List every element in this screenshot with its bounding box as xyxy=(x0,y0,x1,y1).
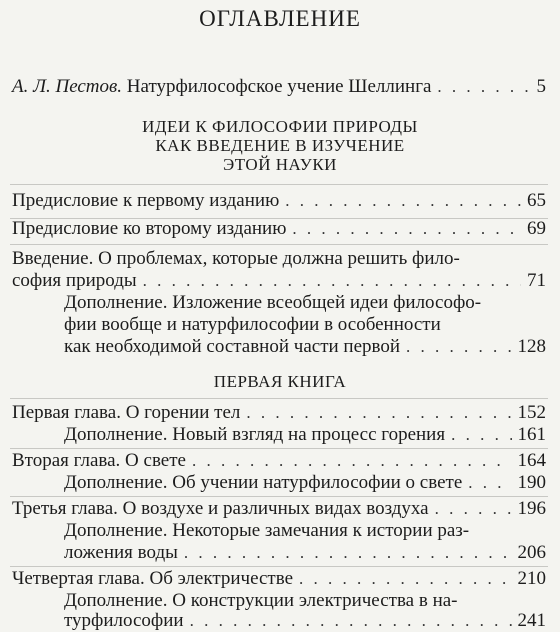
page-number: 69 xyxy=(527,218,546,239)
separator xyxy=(10,566,548,567)
toc-entry[interactable] xyxy=(12,218,546,240)
toc-entry[interactable] xyxy=(12,190,546,212)
leader-dots xyxy=(406,336,511,358)
leader-dots xyxy=(246,402,511,424)
leader-dots xyxy=(192,450,512,472)
toc-entry-text: софия природы xyxy=(12,270,137,291)
page-number: 161 xyxy=(517,424,546,445)
leader-dots xyxy=(437,76,530,98)
separator xyxy=(10,448,548,449)
page-number: 71 xyxy=(527,270,546,291)
separator xyxy=(10,244,548,245)
toc-entry[interactable] xyxy=(12,270,546,292)
page-number: 190 xyxy=(517,472,546,493)
toc-entry-intro[interactable] xyxy=(12,76,546,98)
page-number: 65 xyxy=(527,190,546,211)
toc-entry-text xyxy=(12,76,431,98)
leader-dots xyxy=(292,218,521,240)
section-heading-line: ИДЕИ К ФИЛОСОФИИ ПРИРОДЫ xyxy=(142,117,418,136)
toc-entry[interactable] xyxy=(12,568,546,590)
page-number: 128 xyxy=(517,336,546,357)
leader-dots xyxy=(285,190,521,212)
page-number: 206 xyxy=(517,542,546,563)
leader-dots xyxy=(190,610,512,632)
separator xyxy=(10,398,548,399)
toc-entry-text[interactable]: Дополнение. О конструкции электричества в на- xyxy=(64,590,458,611)
page-number: 5 xyxy=(536,76,546,97)
leader-dots xyxy=(143,270,521,292)
toc-entry[interactable] xyxy=(64,336,546,358)
section-heading: ПЕРВАЯ КНИГА xyxy=(213,372,347,391)
toc-entry[interactable] xyxy=(12,450,546,472)
toc-entry-text: Первая глава. О горении тел xyxy=(12,402,241,423)
leader-dots xyxy=(468,472,511,494)
toc-entry-text: Дополнение. Об учении натурфилософии о свете xyxy=(64,472,463,493)
toc-entry-text: Предисловие к первому изданию xyxy=(12,190,280,211)
toc-entry-text: ложения воды xyxy=(64,542,178,563)
page-number: 210 xyxy=(517,568,546,589)
toc-entry-text: Четвертая глава. Об электричестве xyxy=(12,568,294,589)
page-number: 196 xyxy=(517,498,546,519)
section-heading-line: КАК ВВЕДЕНИЕ В ИЗУЧЕНИЕ xyxy=(155,136,405,155)
toc-entry-text: как необходимой составной части первой xyxy=(64,336,401,357)
author-name: А. Л. Пестов. xyxy=(12,76,123,97)
page-number: 164 xyxy=(517,450,546,471)
toc-entry-text: фии вообще и натурфилософии в особенности xyxy=(64,314,441,335)
toc-entry[interactable] xyxy=(12,498,546,520)
toc-entry[interactable] xyxy=(64,542,546,564)
intro-title: Натурфилософское учение Шеллинга xyxy=(126,76,432,97)
leader-dots xyxy=(451,424,511,446)
page-title: ОГЛАВЛЕНИЕ xyxy=(199,6,361,31)
page-number: 152 xyxy=(517,402,546,423)
toc-entry[interactable] xyxy=(64,424,546,446)
toc-entry-text[interactable]: Дополнение. Некоторые замечания к истории раз- xyxy=(64,520,470,541)
toc-entry-text: Третья глава. О воздухе и различных видах воздуха xyxy=(12,498,429,519)
toc-entry-text: турфилософии xyxy=(64,610,184,631)
separator xyxy=(10,184,548,185)
separator xyxy=(10,496,548,497)
toc-entry-text: Дополнение. Новый взгляд на процесс горения xyxy=(64,424,446,445)
page-number: 241 xyxy=(517,610,546,631)
toc-entry[interactable] xyxy=(64,610,546,632)
toc-entry[interactable] xyxy=(12,402,546,424)
toc-entry-text[interactable]: Введение. О проблемах, которые должна решить фило- xyxy=(12,248,460,269)
section-heading-line: ЭТОЙ НАУКИ xyxy=(223,155,337,174)
toc-entry-text: Предисловие ко второму изданию xyxy=(12,218,287,239)
toc-entry-text: Вторая глава. О свете xyxy=(12,450,186,471)
toc-entry[interactable] xyxy=(64,472,546,494)
leader-dots xyxy=(184,542,512,564)
toc-entry-text[interactable]: Дополнение. Изложение всеобщей идеи философо- xyxy=(64,292,482,313)
leader-dots xyxy=(299,568,511,590)
leader-dots xyxy=(435,498,512,520)
